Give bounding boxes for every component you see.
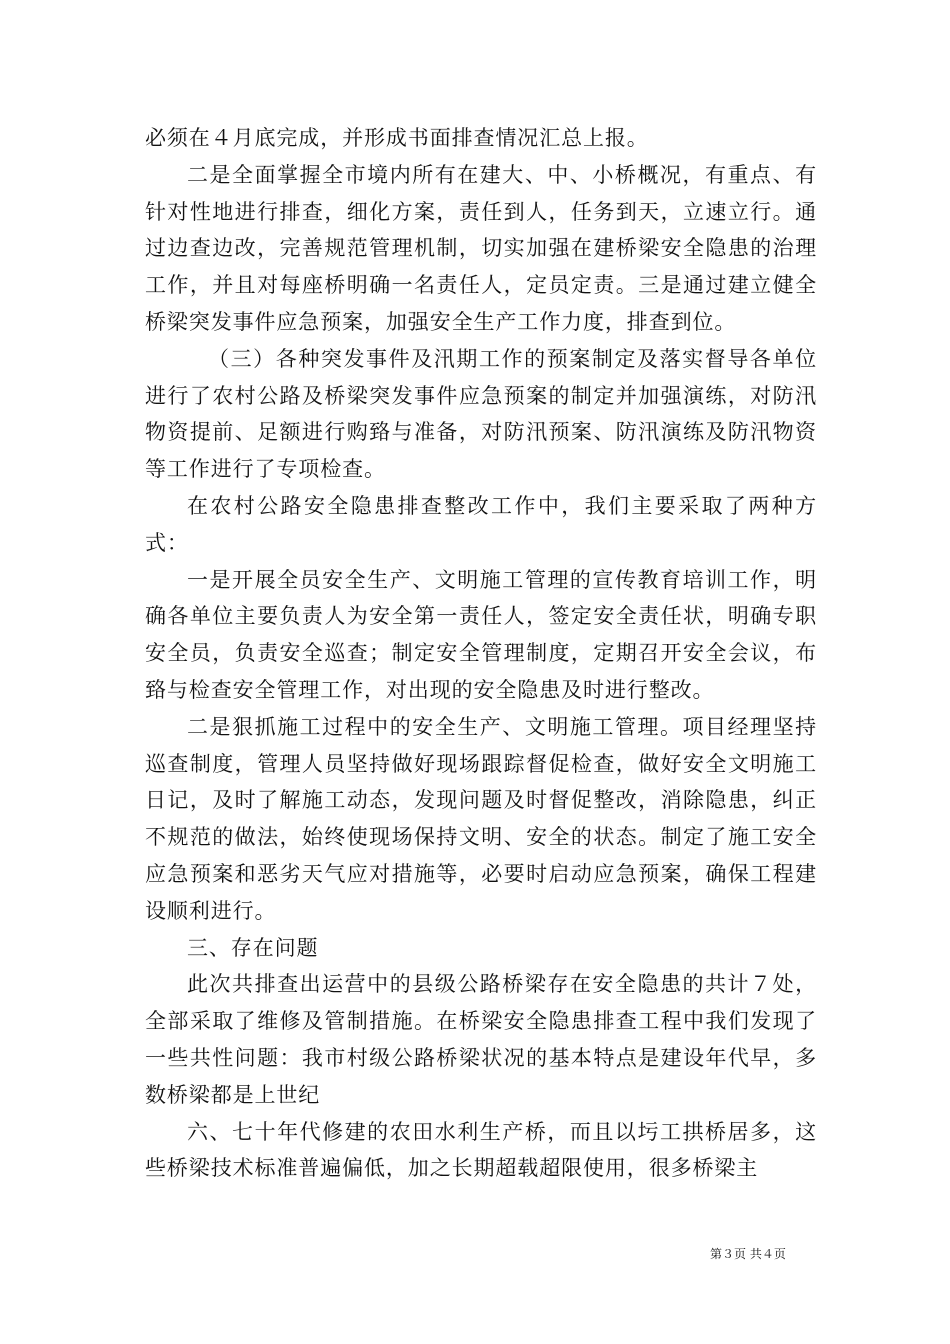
paragraph-6: 二是狠抓施工过程中的安全生产、文明施工管理。项目经理坚持巡查制度，管理人员坚持做好现场跟踪督促检查，做好安全文明施工日记，及时了解施工动态，发现问题及时督促整改，消除隐患，纠正不规范的做法，始终使现场保持文明、安全的状态。制定了施工安全应急预案和恶劣天气应对措施等，必要时启动应急预案，确保工程建设顺利进行。 [145, 714, 817, 923]
paragraph-7: 此次共排查出运营中的县级公路桥梁存在安全隐患的共计７处，全部采取了维修及管制措施。在桥梁安全隐患排查工程中我们发现了一些共性问题：我市村级公路桥梁状况的基本特点是建设年代早，多数桥梁都是上世纪 [145, 972, 817, 1107]
paragraph-4: 在农村公路安全隐患排查整改工作中，我们主要采取了两种方式： [145, 493, 817, 555]
document-body [145, 120, 817, 1187]
page-number-footer: 第３页 共４页 [710, 1247, 786, 1261]
paragraph-3: （三）各种突发事件及汛期工作的预案制定及落实督导各单位进行了农村公路及桥梁突发事件应急预案的制定并加强演练，对防汛物资提前、足额进行购臵与准备，对防汛预案、防汛演练及防汛物资等工作进行了专项检查。 [145, 346, 817, 482]
paragraph-1: 必须在４月底完成，并形成书面排查情况汇总上报。 [145, 126, 649, 150]
section-heading: 三、存在问题 [187, 935, 319, 960]
paragraph-2: 二是全面掌握全市境内所有在建大、中、小桥概况，有重点、有针对性地进行排查，细化方案，责任到人，任务到天，立速立行。通过边查边改，完善规范管理机制，切实加强在建桥梁安全隐患的治理工作，并且对每座桥明确一名责任人，定员定责。三是通过建立健全桥梁突发事件应急预案，加强安全生产工作力度，排查到位。 [145, 162, 817, 334]
paragraph-8: 六、七十年代修建的农田水利生产桥，而且以圬工拱桥居多，这些桥梁技术标准普遍偏低，加之长期超载超限使用，很多桥梁主 [145, 1119, 817, 1181]
paragraph-5: 一是开展全员安全生产、文明施工管理的宣传教育培训工作，明确各单位主要负责人为安全第一责任人，签定安全责任状，明确专职安全员，负责安全巡查；制定安全管理制度，定期召开安全会议，布臵与检查安全管理工作，对出现的安全隐患及时进行整改。 [145, 567, 817, 702]
